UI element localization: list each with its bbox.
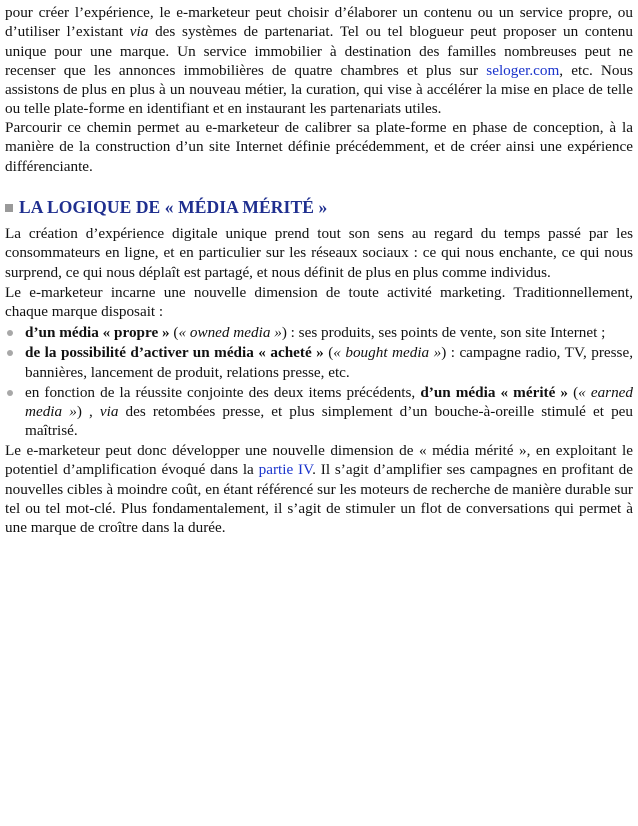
para5-text-a: Le e-marketeur peut donc développer une nouvelle dimension de « média mérité », en exploitant le potentiel d’amplification évoqué dans la (5, 442, 633, 479)
paragraph-5 (5, 441, 633, 537)
para1-text-b: des systèmes de partenariat. Tel ou tel blogueur peut proposer un contenu unique pour une marque. Un service immobilier à destination des familles nombreuses peut ne recenser que les annonces immobilières de quatre chambres et plus sur (5, 23, 633, 79)
item1-bold: d’un média « propre » (25, 324, 170, 341)
section-heading (5, 197, 327, 218)
list-item (5, 323, 633, 342)
paragraph-1 (5, 3, 633, 119)
para5-text-b: . Il s’agit d’amplifier ses campagnes en profitant de nouvelles cibles à moindre coût, en étant référencé sur les moteurs de recherche de manière durable sur tel ou tel mot-clé. Plus fondamentalement, il s’agit de stimuler un flot de conversations qui permet à une marque de croître dans la durée. (5, 461, 633, 537)
para1-italic-via: via (129, 23, 149, 41)
item2-text-b: ) : campagne radio, TV, presse, bannières, lancement de produit, relations presse, etc. (25, 344, 633, 381)
item2-text-a: ( (323, 344, 334, 362)
item3-text-a: en fonction de la réussite conjointe des deux items précédents, (25, 383, 421, 401)
seloger-link[interactable]: seloger.com (486, 61, 560, 79)
item3-text-d: des retombées presse, et plus simplement d’un bouche-à-oreille stimulé et peu maîtrisé. (25, 403, 634, 440)
paragraph-3: La création d’expérience digitale unique prend tout son sens au regard du temps passé par les consommateurs en ligne, et en particulier sur les réseaux sociaux : ce qui nous enchante, ce qui nous surprend, ce qui nous déplaît est partagé, et nous définit de plus en plus comme individus. (5, 225, 633, 281)
item3-text-b: ( (568, 383, 579, 401)
paragraph-4: Le e-marketeur incarne une nouvelle dimension de toute activité marketing. Traditionnellement, chaque marque disposait : (5, 284, 633, 321)
item1-text-b: ) : ses produits, ses points de vente, son site Internet ; (281, 324, 606, 341)
list-item (5, 383, 633, 441)
round-bullet-icon (7, 350, 13, 356)
square-bullet-icon (5, 204, 13, 212)
paragraph-2: Parcourir ce chemin permet au e-marketeur de calibrer sa plate-forme en phase de conception, à la manière de la construction d’un site Internet définie précédemment, et de créer ainsi une expérience différenciante. (5, 119, 633, 175)
item1-italic: « owned media » (178, 324, 282, 341)
item2-italic: « bought media » (333, 344, 442, 362)
list-item (5, 343, 633, 382)
media-list (5, 323, 633, 441)
para1-text-a: pour créer l’expérience, le e-marketeur peut choisir d’élaborer un contenu ou un service propre, ou d’utiliser l’existant (5, 4, 633, 41)
partie-iv-link[interactable]: partie IV (258, 461, 313, 479)
item3-italic: « earned media » (25, 383, 633, 421)
section-heading-text: LA LOGIQUE DE « MÉDIA MÉRITÉ » (19, 197, 328, 217)
item2-bold: de la possibilité d’activer un média « acheté » (25, 344, 324, 362)
item1-text-a: ( (169, 324, 179, 341)
item3-bold: d’un média « mérité » (420, 383, 569, 401)
item3-italic-via: via (99, 403, 119, 421)
round-bullet-icon (7, 330, 13, 336)
round-bullet-icon (7, 390, 13, 396)
para1-text-c: , etc. Nous assistons de plus en plus à un nouveau métier, la curation, qui vise à accélérer la mise en place de telle ou telle plate-forme en identifiant et en instaurant les partenariats utiles. (5, 61, 633, 118)
item3-text-c: ) , (76, 403, 100, 421)
